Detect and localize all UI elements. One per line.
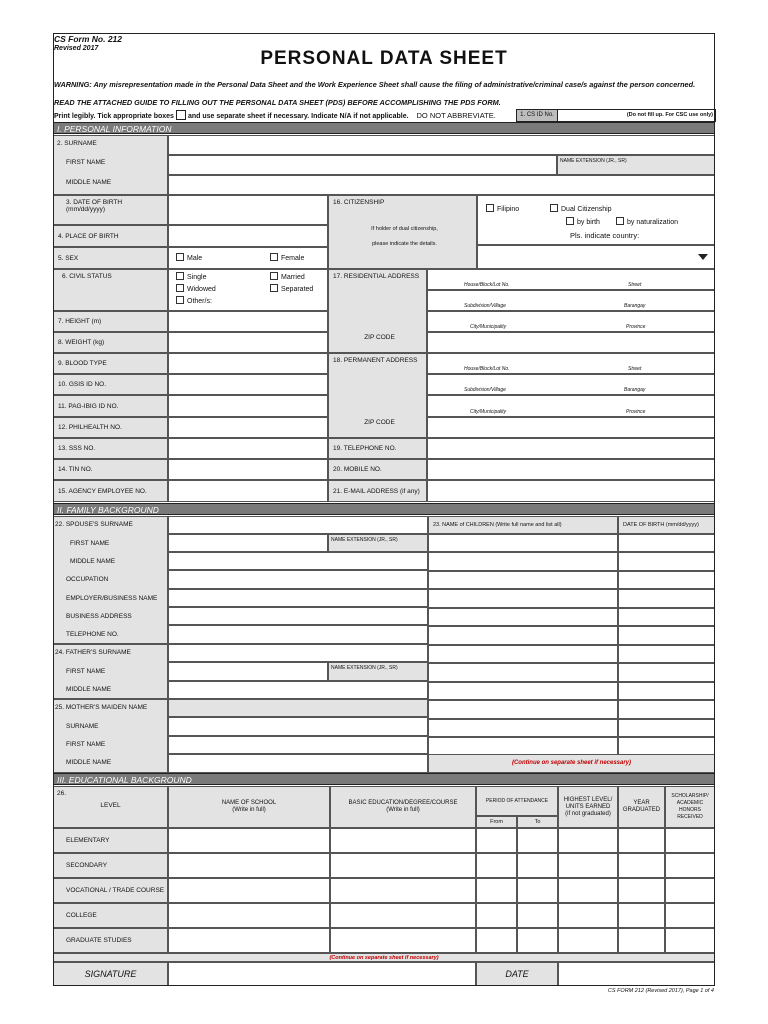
mother-middle-label: MIDDLE NAME [66, 759, 112, 766]
perm-subd-brgy[interactable] [427, 374, 715, 395]
others-option[interactable]: Other/s: [176, 296, 212, 305]
res-prov-label: Province [626, 324, 646, 330]
edu-cell-input[interactable] [665, 878, 715, 903]
perm-street-label: Street [628, 366, 642, 372]
perm-prov-label: Province [626, 409, 646, 415]
edu-cell-input[interactable] [665, 853, 715, 878]
country-select[interactable] [477, 245, 715, 269]
perm-house-label: House/Block/Lot No. [464, 366, 510, 372]
edu-cell-input[interactable] [330, 903, 476, 928]
child-dob-input[interactable] [618, 700, 715, 719]
mother-first-input[interactable] [168, 736, 428, 754]
pob-input[interactable] [168, 225, 328, 247]
edu-continue [53, 953, 715, 962]
civil-status-options [168, 269, 328, 311]
cit-note-2: please indicate the details. [372, 241, 437, 247]
father-ext-input[interactable] [328, 662, 428, 681]
dual-checkbox[interactable] [550, 204, 558, 212]
sex-options [168, 247, 328, 269]
child-dob-input[interactable] [618, 608, 715, 626]
edu-level-header: LEVEL [100, 802, 121, 809]
cs-id-label: 1. CS ID No. [517, 110, 558, 121]
date-input[interactable] [558, 962, 715, 986]
single-checkbox[interactable] [176, 272, 184, 280]
child-dob-input[interactable] [618, 663, 715, 682]
edu-level-label: GRADUATE STUDIES [53, 928, 168, 953]
child-name-input[interactable] [428, 534, 618, 552]
children-dob-header: DATE OF BIRTH (mm/dd/yyyy) [618, 516, 715, 534]
res-zip-label: ZIP CODE [364, 334, 395, 341]
cit-note-1: If holder of dual citizenship, [371, 226, 438, 232]
by-birth-option[interactable]: by birth [566, 217, 600, 226]
separated-checkbox[interactable] [270, 284, 278, 292]
perm-house-street[interactable] [427, 353, 715, 374]
first-name-input[interactable] [168, 155, 557, 175]
middle-name-label: MIDDLE NAME [66, 179, 112, 186]
pagibig-label: 11. PAG-IBIG ID NO. [53, 395, 168, 417]
warning-text: WARNING: Any misrepresentation made in the Personal Data Sheet and the Work Experience Sheet shall cause the filing of administrative/criminal case/s against the person concerned. [54, 80, 696, 89]
philhealth-input[interactable] [168, 417, 328, 438]
edu-cell-input[interactable] [665, 928, 715, 953]
dob-text: 3. DATE OF BIRTH [66, 199, 123, 206]
weight-label: 8. WEIGHT (kg) [53, 332, 168, 353]
res-street-label: Street [628, 282, 642, 288]
children-header: 23. NAME of CHILDREN (Write full name and list all) [428, 516, 618, 534]
child-name-input[interactable] [428, 571, 618, 589]
edu-cell-input[interactable] [476, 853, 517, 878]
edu-level-label: ELEMENTARY [53, 828, 168, 853]
edu-cell-input[interactable] [618, 903, 665, 928]
single-option[interactable]: Single [176, 272, 206, 281]
tin-input[interactable] [168, 459, 328, 480]
first-name-label: FIRST NAME [66, 159, 106, 166]
married-option[interactable]: Married [270, 272, 305, 281]
edu-cell-input[interactable] [476, 878, 517, 903]
child-dob-input[interactable] [618, 571, 715, 589]
mobile-label: 20. MOBILE NO. [328, 459, 427, 480]
spouse-ext-input[interactable] [328, 534, 428, 552]
height-label: 7. HEIGHT (m) [53, 311, 168, 332]
filipino-option[interactable]: Filipino [486, 204, 519, 213]
edu-cell-input[interactable] [558, 878, 618, 903]
edu-cell-input[interactable] [517, 878, 558, 903]
edu-cell-input[interactable] [558, 828, 618, 853]
edu-period-header: PERIOD OF ATTENDANCE [476, 786, 558, 816]
weight-input[interactable] [168, 332, 328, 353]
occupation-label: OCCUPATION [66, 576, 109, 583]
father-middle-label: MIDDLE NAME [66, 686, 112, 693]
edu-cell-input[interactable] [168, 853, 330, 878]
edu-course-sub: (Write in full) [386, 807, 420, 813]
perm-addr-label [328, 353, 427, 438]
agency-input[interactable] [168, 480, 328, 502]
father-ext-label: NAME EXTENSION (JR., SR) [331, 665, 398, 671]
child-dob-input[interactable] [618, 645, 715, 663]
edu-num: 26. [57, 790, 67, 797]
spouse-surname-input[interactable] [168, 516, 428, 534]
father-surname-label: 24. FATHER'S SURNAME [55, 649, 131, 656]
middle-name-input[interactable] [168, 175, 715, 195]
res-house-street[interactable] [427, 269, 715, 290]
edu-cell-input[interactable] [558, 853, 618, 878]
mother-middle-input[interactable] [168, 754, 428, 773]
mother-maiden-label: 25. MOTHER'S MAIDEN NAME [55, 704, 148, 711]
blood-input[interactable] [168, 353, 328, 374]
dob-format: (mm/dd/yyyy) [66, 206, 105, 213]
child-dob-input[interactable] [618, 534, 715, 552]
dob-label [53, 195, 168, 225]
edu-cell-input[interactable] [517, 928, 558, 953]
section-family: II. FAMILY BACKGROUND [53, 503, 715, 515]
father-first-label: FIRST NAME [66, 668, 106, 675]
spouse-middle-input[interactable] [168, 552, 428, 570]
country-prompt: Pls. indicate country: [570, 231, 640, 240]
edu-school-sub: (Write in full) [232, 807, 266, 813]
page-title: PERSONAL DATA SHEET [260, 48, 508, 69]
edu-cell-input[interactable] [665, 828, 715, 853]
edu-cell-input[interactable] [558, 928, 618, 953]
chevron-down-icon[interactable] [698, 254, 708, 260]
widowed-checkbox[interactable] [176, 284, 184, 292]
by-nat-checkbox[interactable] [616, 217, 624, 225]
perm-city-prov[interactable] [427, 395, 715, 417]
print-instr-a: Print legibly. Tick appropriate boxes [54, 113, 174, 120]
business-addr-input[interactable] [168, 607, 428, 625]
edu-level-label: VOCATIONAL / TRADE COURSE [53, 878, 168, 903]
edu-course-title: BASIC EDUCATION/DEGREE/COURSE [348, 800, 458, 806]
signature-label: SIGNATURE [53, 962, 168, 986]
dual-option[interactable]: Dual Citizenship [550, 204, 612, 213]
edu-continue-text: (Continue on separate sheet if necessary) [329, 955, 439, 961]
tin-label: 14. TIN NO. [53, 459, 168, 480]
edu-to-header: To [517, 816, 558, 828]
spouse-first-input[interactable] [168, 534, 328, 552]
surname-input[interactable] [168, 135, 715, 155]
edu-cell-input[interactable] [168, 828, 330, 853]
mobile-input[interactable] [427, 459, 715, 480]
edu-cell-input[interactable] [517, 903, 558, 928]
edu-cell-input[interactable] [476, 928, 517, 953]
filipino-checkbox[interactable] [486, 204, 494, 212]
edu-cell-input[interactable] [618, 828, 665, 853]
edu-highest-header [558, 786, 618, 828]
edu-highest-sub: (if not graduated) [565, 810, 611, 817]
citizenship-text: 16. CITIZENSHIP [333, 199, 385, 206]
child-name-input[interactable] [428, 552, 618, 571]
height-input[interactable] [168, 311, 328, 332]
child-name-input[interactable] [428, 608, 618, 626]
edu-highest-title: HIGHEST LEVEL/ UNITS EARNED [563, 796, 613, 810]
perm-zip-input[interactable] [427, 417, 715, 438]
res-addr-text: 17. RESIDENTIAL ADDRESS [333, 273, 420, 280]
res-city-prov[interactable] [427, 311, 715, 332]
spouse-ext-label: NAME EXTENSION (JR., SR) [331, 537, 398, 543]
edu-cell-input[interactable] [476, 828, 517, 853]
do-not-abbreviate: DO NOT ABBREVIATE. [416, 111, 496, 120]
res-city-label: City/Municipality [470, 324, 507, 330]
tel-input[interactable] [427, 438, 715, 459]
cs-id-note: (Do not fill up. For CSC use only) [626, 112, 713, 118]
edu-cell-input[interactable] [618, 928, 665, 953]
gsis-label: 10. GSIS ID NO. [53, 374, 168, 395]
agency-label: 15. AGENCY EMPLOYEE NO. [53, 480, 168, 502]
by-birth-checkbox[interactable] [566, 217, 574, 225]
spouse-surname-label: 22. SPOUSE'S SURNAME [55, 521, 133, 528]
mother-surname-label: SURNAME [66, 723, 99, 730]
res-subd-label: Subdivision/Village [464, 303, 506, 309]
child-name-input[interactable] [428, 719, 618, 737]
edu-cell-input[interactable] [517, 828, 558, 853]
spouse-first-label: FIRST NAME [70, 540, 110, 547]
spouse-tel-label: TELEPHONE NO. [66, 631, 119, 638]
edu-cell-input[interactable] [517, 853, 558, 878]
others-checkbox[interactable] [176, 296, 184, 304]
child-dob-input[interactable] [618, 552, 715, 571]
employer-input[interactable] [168, 589, 428, 607]
perm-city-label: City/Municipality [470, 409, 507, 415]
father-middle-input[interactable] [168, 681, 428, 699]
email-label: 21. E-MAIL ADDRESS (if any) [328, 480, 427, 502]
edu-cell-input[interactable] [330, 853, 476, 878]
section-education: III. EDUCATIONAL BACKGROUND [53, 773, 715, 785]
print-instr-b: and use separate sheet if necessary. Indicate N/A if not applicable. [187, 113, 409, 120]
tick-box-sample [176, 110, 186, 120]
civil-status-label: 6. CIVIL STATUS [53, 269, 168, 311]
edu-school-header [168, 786, 330, 828]
child-dob-input[interactable] [618, 626, 715, 645]
male-checkbox[interactable] [176, 253, 184, 261]
mother-surname-input[interactable] [168, 717, 428, 736]
edu-cell-input[interactable] [330, 828, 476, 853]
sex-label: 5. SEX [53, 247, 168, 269]
cs-id-box [516, 109, 716, 122]
edu-year-header: YEAR GRADUATED [618, 786, 665, 828]
children-continue [428, 754, 715, 773]
page-footer: CS FORM 212 (Revised 2017), Page 1 of 4 [607, 988, 714, 994]
edu-cell-input[interactable] [476, 903, 517, 928]
separated-option[interactable]: Separated [270, 284, 313, 293]
gsis-input[interactable] [168, 374, 328, 395]
name-ext-label: NAME EXTENSION (JR., SR) [560, 158, 627, 164]
edu-cell-input[interactable] [330, 878, 476, 903]
edu-cell-input[interactable] [168, 928, 330, 953]
citizenship-options [477, 195, 715, 245]
blood-label: 9. BLOOD TYPE [53, 353, 168, 374]
spouse-tel-input[interactable] [168, 625, 428, 644]
child-dob-input[interactable] [618, 719, 715, 737]
child-name-input[interactable] [428, 682, 618, 700]
female-option[interactable]: Female [270, 253, 304, 262]
child-name-input[interactable] [428, 589, 618, 608]
signature-input[interactable] [168, 962, 476, 986]
child-name-input[interactable] [428, 700, 618, 719]
edu-cell-input[interactable] [618, 878, 665, 903]
philhealth-label: 12. PHILHEALTH NO. [53, 417, 168, 438]
employer-label: EMPLOYER/BUSINESS NAME [66, 595, 158, 602]
pob-label: 4. PLACE OF BIRTH [53, 225, 168, 247]
res-house-label: House/Block/Lot No. [464, 282, 510, 288]
child-dob-input[interactable] [618, 589, 715, 608]
edu-level-label: SECONDARY [53, 853, 168, 878]
edu-from-header: From [476, 816, 517, 828]
child-name-input[interactable] [428, 626, 618, 645]
widowed-option[interactable]: Widowed [176, 284, 216, 293]
father-first-input[interactable] [168, 662, 328, 681]
mother-first-label: FIRST NAME [66, 741, 106, 748]
perm-addr-text: 18. PERMANENT ADDRESS [333, 357, 418, 364]
edu-school-title: NAME OF SCHOOL [221, 800, 277, 806]
date-label: DATE [476, 962, 558, 986]
edu-cell-input[interactable] [618, 853, 665, 878]
child-name-input[interactable] [428, 645, 618, 663]
print-instructions [54, 110, 496, 120]
dob-input[interactable] [168, 195, 328, 225]
male-option[interactable]: Male [176, 253, 202, 262]
edu-cell-input[interactable] [168, 903, 330, 928]
by-nat-option[interactable]: by naturalization [616, 217, 678, 226]
surname-label: 2. SURNAME [57, 140, 97, 147]
tel-label: 19. TELEPHONE NO. [328, 438, 427, 459]
perm-brgy-label: Barangay [624, 387, 646, 393]
perm-subd-label: Subdivision/Village [464, 387, 506, 393]
mother-maiden-row [168, 699, 428, 717]
citizenship-label [328, 195, 477, 269]
sss-input[interactable] [168, 438, 328, 459]
edu-level-label: COLLEGE [53, 903, 168, 928]
edu-cell-input[interactable] [558, 903, 618, 928]
read-guide-text: READ THE ATTACHED GUIDE TO FILLING OUT THE PERSONAL DATA SHEET (PDS) BEFORE ACCOMPLISHING THE PDS FORM. [54, 98, 501, 107]
edu-cell-input[interactable] [665, 903, 715, 928]
section-personal: I. PERSONAL INFORMATION [53, 122, 715, 134]
business-addr-label: BUSINESS ADDRESS [66, 613, 132, 620]
edu-cell-input[interactable] [330, 928, 476, 953]
name-extension-input[interactable] [557, 155, 715, 175]
res-zip-input[interactable] [427, 332, 715, 353]
children-continue-text: (Continue on separate sheet if necessary) [511, 760, 632, 766]
married-checkbox[interactable] [270, 272, 278, 280]
edu-course-header [330, 786, 476, 828]
pagibig-input[interactable] [168, 395, 328, 417]
child-name-input[interactable] [428, 663, 618, 682]
spouse-middle-label: MIDDLE NAME [70, 558, 116, 565]
occupation-input[interactable] [168, 570, 428, 589]
form-number: CS Form No. 212 [54, 34, 123, 44]
child-dob-input[interactable] [618, 682, 715, 700]
form-revision: Revised 2017 [54, 45, 99, 52]
edu-honors-header: SCHOLARSHIP/ ACADEMIC HONORS RECEIVED [665, 786, 715, 828]
edu-cell-input[interactable] [168, 878, 330, 903]
female-checkbox[interactable] [270, 253, 278, 261]
res-addr-label [328, 269, 427, 353]
father-surname-input[interactable] [168, 644, 428, 662]
perm-zip-label: ZIP CODE [364, 419, 395, 426]
res-brgy-label: Barangay [624, 303, 646, 309]
sss-label: 13. SSS NO. [53, 438, 168, 459]
email-input[interactable] [427, 480, 715, 502]
res-subd-brgy[interactable] [427, 290, 715, 311]
